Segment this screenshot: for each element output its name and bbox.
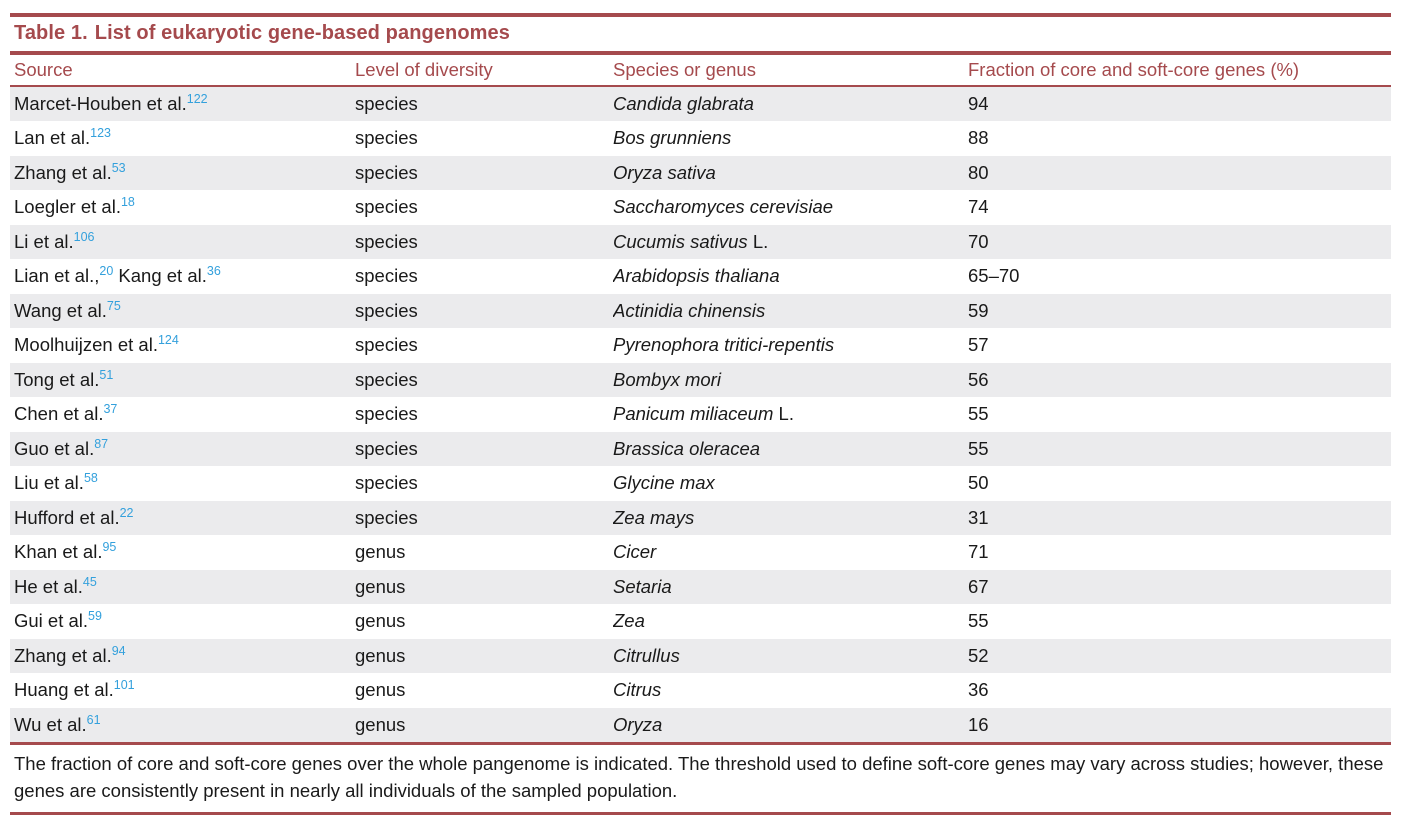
level-of-diversity-cell: species bbox=[355, 161, 418, 183]
species-or-genus-cell bbox=[613, 679, 968, 701]
citation-reference-link[interactable]: 101 bbox=[113, 679, 135, 693]
source-cell: Gui et al.$^{59}$ bbox=[14, 610, 102, 632]
source-cell: Zhang et al.$^{94}$ bbox=[14, 644, 126, 666]
citation-reference-link[interactable]: 51 bbox=[99, 368, 114, 382]
citation-reference-link[interactable]: 75 bbox=[106, 299, 121, 313]
table-body bbox=[10, 87, 1391, 743]
level-of-diversity-cell: species bbox=[355, 506, 418, 528]
column-header-species-or-genus: Species or genus bbox=[613, 58, 756, 80]
table-row bbox=[10, 466, 1391, 501]
level-of-diversity-cell: species bbox=[355, 334, 418, 356]
table-row bbox=[10, 363, 1391, 398]
table-row bbox=[10, 294, 1391, 329]
source-cell: Liu et al.$^{58}$ bbox=[14, 472, 98, 494]
citation-reference-link[interactable]: 53 bbox=[111, 161, 126, 175]
species-name: Arabidopsis thaliana bbox=[613, 265, 780, 287]
species-or-genus-cell: Panicum miliaceum L. bbox=[613, 403, 794, 425]
fraction-cell: 88 bbox=[968, 127, 989, 149]
fraction-cell: 50 bbox=[968, 472, 989, 494]
citation-reference-link[interactable]: 123 bbox=[90, 127, 111, 141]
species-name: Cucumis sativus bbox=[613, 230, 748, 252]
fraction-cell: 67 bbox=[968, 575, 989, 597]
level-of-diversity-cell: genus bbox=[355, 610, 406, 632]
column-header-fraction: Fraction of core and soft-core genes (%) bbox=[968, 58, 1300, 80]
species-or-genus-cell bbox=[613, 438, 968, 460]
level-of-diversity-cell: species bbox=[355, 472, 418, 494]
table-row bbox=[10, 501, 1391, 536]
fraction-cell: 36 bbox=[968, 679, 989, 701]
species-or-genus-cell bbox=[613, 541, 968, 563]
species-name: Panicum miliaceum bbox=[613, 403, 774, 425]
species-name: Brassica oleracea bbox=[613, 437, 761, 459]
source-cell: Hufford et al.$^{22}$ bbox=[14, 506, 134, 528]
source-cell: Lian et al.,$^{20}$ Kang et al.$^{36}$ bbox=[14, 265, 221, 287]
pangenome-table bbox=[10, 0, 1391, 815]
fraction-cell: 71 bbox=[968, 541, 989, 563]
level-of-diversity-cell: species bbox=[355, 368, 418, 390]
table-title-text: List of eukaryotic gene-based pangenomes bbox=[94, 22, 511, 44]
fraction-cell: 80 bbox=[968, 161, 989, 183]
species-or-genus-cell bbox=[613, 472, 968, 494]
level-of-diversity-cell: species bbox=[355, 230, 418, 252]
level-of-diversity-cell: genus bbox=[355, 679, 406, 701]
species-or-genus-cell: Cucumis sativus L. bbox=[613, 230, 769, 252]
species-or-genus-cell bbox=[613, 507, 968, 529]
citation-reference-link[interactable]: 122 bbox=[186, 92, 208, 106]
level-of-diversity-cell: species bbox=[355, 196, 418, 218]
species-or-genus-cell bbox=[613, 162, 968, 184]
species-or-genus-cell bbox=[613, 369, 968, 391]
species-name: Citrullus bbox=[613, 644, 680, 666]
citation-reference-link[interactable]: 36 bbox=[206, 265, 221, 279]
species-or-genus-cell bbox=[613, 93, 968, 115]
table-row bbox=[10, 432, 1391, 467]
citation-reference-link[interactable]: 124 bbox=[157, 334, 179, 348]
citation-reference-link[interactable]: 61 bbox=[86, 713, 101, 727]
citation-reference-link[interactable]: 37 bbox=[103, 403, 118, 417]
level-of-diversity-cell: genus bbox=[355, 575, 406, 597]
table-row bbox=[10, 673, 1391, 708]
citation-reference-link[interactable]: 45 bbox=[82, 575, 97, 589]
bottom-rule bbox=[10, 812, 1391, 816]
table-title bbox=[10, 17, 1391, 51]
table-row bbox=[10, 639, 1391, 674]
table-row bbox=[10, 328, 1391, 363]
table-row bbox=[10, 259, 1391, 294]
level-of-diversity-cell: species bbox=[355, 437, 418, 459]
citation-reference-link[interactable]: 95 bbox=[102, 541, 117, 555]
species-name: Actinidia chinensis bbox=[613, 299, 766, 321]
citation-reference-link[interactable]: 18 bbox=[120, 196, 135, 210]
species-or-genus-cell bbox=[613, 196, 968, 218]
species-name: Zea mays bbox=[613, 506, 695, 528]
fraction-cell: 52 bbox=[968, 644, 989, 666]
level-of-diversity-cell: genus bbox=[355, 644, 406, 666]
fraction-cell: 94 bbox=[968, 92, 989, 114]
species-name: Glycine max bbox=[613, 472, 715, 494]
table-row bbox=[10, 156, 1391, 191]
source-cell: Marcet-Houben et al.$^{122}$ bbox=[14, 92, 208, 114]
species-name: Zea bbox=[613, 610, 645, 632]
level-of-diversity-cell: species bbox=[355, 265, 418, 287]
table-row bbox=[10, 604, 1391, 639]
species-or-genus-cell bbox=[613, 300, 968, 322]
citation-reference-link[interactable]: 94 bbox=[111, 644, 126, 658]
species-or-genus-cell bbox=[613, 576, 968, 598]
fraction-cell: 57 bbox=[968, 334, 989, 356]
source-cell: Moolhuijzen et al.$^{124}$ bbox=[14, 334, 179, 356]
source-cell: Tong et al.$^{51}$ bbox=[14, 368, 114, 390]
source-cell: Loegler et al.$^{18}$ bbox=[14, 196, 135, 218]
level-of-diversity-cell: species bbox=[355, 127, 418, 149]
column-header-source: Source bbox=[14, 58, 73, 80]
citation-reference-link[interactable]: 22 bbox=[119, 506, 134, 520]
column-header-level-of-diversity: Level of diversity bbox=[355, 58, 493, 80]
species-or-genus-cell bbox=[613, 265, 968, 287]
source-cell: Wang et al.$^{75}$ bbox=[14, 299, 121, 321]
citation-reference-link[interactable]: 87 bbox=[94, 437, 109, 451]
table-row bbox=[10, 190, 1391, 225]
table-footnote: The fraction of core and soft-core genes over the whole pangenome is indicated. The threshold used to define soft-core genes may vary across studies; however, these genes are consistently present in nearly all individuals of the sampled population. bbox=[14, 752, 1384, 801]
species-name: Citrus bbox=[613, 679, 662, 701]
table-row bbox=[10, 708, 1391, 743]
table-row bbox=[10, 397, 1391, 432]
fraction-cell: 55 bbox=[968, 403, 989, 425]
species-name: Setaria bbox=[613, 575, 672, 597]
species-or-genus-cell bbox=[613, 610, 968, 632]
species-name: Pyrenophora tritici-repentis bbox=[613, 334, 835, 356]
fraction-cell: 31 bbox=[968, 506, 989, 528]
species-name: Candida glabrata bbox=[613, 92, 754, 114]
fraction-cell: 70 bbox=[968, 230, 989, 252]
species-or-genus-cell bbox=[613, 645, 968, 667]
species-name: Bombyx mori bbox=[613, 368, 721, 390]
source-cell: Zhang et al.$^{53}$ bbox=[14, 161, 126, 183]
fraction-cell: 65–70 bbox=[968, 265, 1020, 287]
fraction-cell: 16 bbox=[968, 713, 989, 735]
source-cell: Wu et al.$^{61}$ bbox=[14, 713, 101, 735]
level-of-diversity-cell: species bbox=[355, 403, 418, 425]
species-or-genus-cell bbox=[613, 127, 968, 149]
source-cell: Khan et al.$^{95}$ bbox=[14, 541, 117, 563]
level-of-diversity-cell: species bbox=[355, 92, 418, 114]
table-row bbox=[10, 570, 1391, 605]
citation-reference-link[interactable]: 59 bbox=[88, 610, 102, 624]
fraction-cell: 55 bbox=[968, 610, 989, 632]
table-row bbox=[10, 225, 1391, 260]
fraction-cell: 55 bbox=[968, 437, 989, 459]
fraction-cell: 59 bbox=[968, 299, 989, 321]
source-cell: Huang et al.$^{101}$ bbox=[14, 679, 135, 701]
source-cell: Guo et al.$^{87}$ bbox=[14, 437, 109, 459]
level-of-diversity-cell: genus bbox=[355, 541, 406, 563]
species-name: Bos grunniens bbox=[613, 127, 732, 149]
citation-reference-link[interactable]: 20 bbox=[99, 265, 114, 279]
table-number-label: Table 1. bbox=[14, 22, 88, 44]
species-name: Saccharomyces cerevisiae bbox=[613, 196, 834, 218]
citation-reference-link[interactable]: 58 bbox=[83, 472, 98, 486]
source-cell: Lan et al.$^{123}$ bbox=[14, 127, 111, 149]
source-cell: Li et al.$^{106}$ bbox=[14, 230, 95, 252]
species-or-genus-cell bbox=[613, 334, 968, 356]
citation-reference-link[interactable]: 106 bbox=[73, 230, 95, 244]
source-cell: He et al.$^{45}$ bbox=[14, 575, 97, 597]
species-name: Oryza bbox=[613, 713, 663, 735]
fraction-cell: 56 bbox=[968, 368, 989, 390]
table-row bbox=[10, 87, 1391, 122]
fraction-cell: 74 bbox=[968, 196, 989, 218]
table-row bbox=[10, 121, 1391, 156]
species-or-genus-cell bbox=[613, 714, 968, 736]
table-header-row bbox=[10, 55, 1391, 85]
level-of-diversity-cell: genus bbox=[355, 713, 406, 735]
species-name: Oryza sativa bbox=[613, 161, 716, 183]
table-row bbox=[10, 535, 1391, 570]
level-of-diversity-cell: species bbox=[355, 299, 418, 321]
source-cell: Chen et al.$^{37}$ bbox=[14, 403, 118, 425]
species-name: Cicer bbox=[613, 541, 657, 563]
